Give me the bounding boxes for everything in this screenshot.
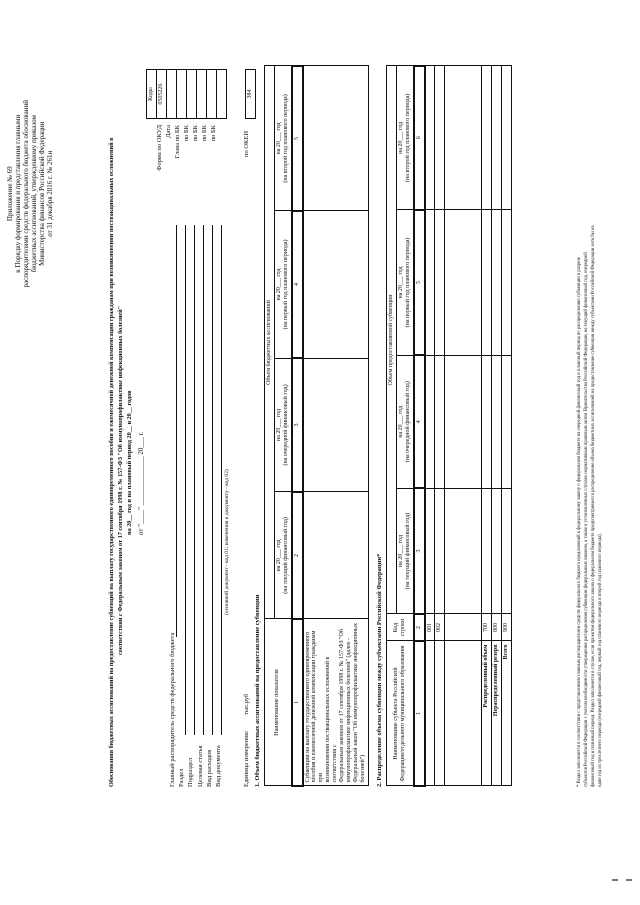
table-cell [425,210,435,356]
s2-col-header: на 20___ год (на текущий финансовый год) [396,488,413,614]
code-value [207,70,217,119]
table-cell [492,66,502,210]
table-cell [435,66,445,210]
appendix-line: Министерства финансов Российской Федерации [38,121,46,266]
table-cell [492,488,502,614]
s1-col-num: 4 [292,211,303,358]
table-cell [482,66,492,210]
table-cell [425,66,435,210]
table-row [445,66,482,786]
section2-title: 2. Распределение объема субвенции между субъектами Российской Федерации* [376,553,383,787]
table-cell [482,355,492,488]
table-cell [482,488,492,614]
field-label: Раздел [178,768,186,787]
summary-row [482,66,492,786]
table-cell [445,614,482,641]
table-row [425,66,435,786]
footnote-line: субъектов Российской Федерации с учетом необходимости утверждения распределения субвенции федеральным законом, а также в установленных случаях нормативным правовым актом Правительства Российской Федерации, на текущий финансовый год, очередной [584,252,589,787]
code-value [167,70,177,119]
s2-col-header: на 20___ год (на очередной финансовый год) [396,355,413,488]
s2-col-num: 4 [414,355,425,488]
s2-col-num: 6 [414,66,425,210]
table-row [435,66,445,786]
table-cell [445,641,482,786]
table-cell [303,492,369,619]
s2-col-num: 1 [414,641,425,786]
footnote [576,225,604,787]
s1-col-num: 5 [292,66,303,211]
field-line [212,225,213,735]
document-title-line3: на 20__ год и на плановый период 20__ и 20__ годов [126,390,133,535]
row-code: 001 [425,614,435,641]
code-label: по БК [183,125,190,142]
footnote-line: один год из трехлетнего периода (очередной финансовый год, первый год планового периода и второй год планового периода). [598,533,603,787]
table-cell [425,488,435,614]
field-line [203,225,204,735]
s2-col-num: 2 [414,614,425,641]
code-value [187,70,197,119]
code-label: Глава по БК [174,125,181,159]
table-cell [425,641,435,786]
s1-col-num: 3 [292,358,303,492]
appendix-line: бюджетных ассигнований, утвержденному приказом [30,115,38,273]
summary-label: Нераспределенный резерв [492,641,502,786]
appendix-line: от 31 декабря 2016 г. № 261н [46,150,54,237]
s1-row-subvention: Субвенции на выплату государственного единовременного пособия и ежемесячной денежной компенсации гражданам при возникновении поствакцинальных осложнений в соответствии с Федеральным законом от 17 сентября 1998 г. № 157-ФЗ "Об иммунопрофилактике инфекционных болезней" (далее - Федеральный закон "Об иммунопрофилактике инфекционных болезней") [303,619,369,786]
summary-row [502,66,512,786]
okei-label: по ОКЕИ [243,130,250,157]
unit-value: тыс.руб [243,693,250,715]
document-title: Обоснования бюджетных ассигнований на предоставление субвенций на выплату государственного единовременного пособия и ежемесячной денежной компенсации гражданам при возникновении поствакцинальных осложнений в [108,137,115,787]
row-code: 002 [435,614,445,641]
code-label: Дата [165,125,172,138]
summary-row [492,66,502,786]
table-cell [502,488,512,614]
date-line: от "____" ______________ 20___ г. [137,431,145,535]
code-label: Форма по ОКУД [156,125,163,171]
unit-label: Единица измерения: [243,730,250,787]
table-cell [502,355,512,488]
code-value [177,70,187,119]
section1-table [264,65,369,787]
appendix-line: распорядителями средств федерального бюджета обоснований [22,100,30,288]
scan-mark [626,879,632,881]
field-line [194,225,195,735]
field-label: Главный распорядитель средств федерального бюджета [169,632,176,787]
s2-col-name: Наименование субъекта Российской Федерации/отдельного муниципального образования [387,641,414,786]
code-label: по БК [192,125,199,142]
field-label: Целевая статья [196,745,204,787]
table-cell [445,355,482,488]
table-cell [445,66,482,210]
s2-col-code: Код строки [387,614,414,641]
table-cell [502,210,512,356]
table-cell [303,211,369,358]
footnote-line: финансовый год и плановый период. Раздел заполняется в случае, если проектом федерального закона о федеральном бюджете предусматривается распределение объема бюджетных ассигнований на предоставление субвенции между субъектами Российской Федерации хотя бы на [591,225,596,787]
section2-table [386,65,512,787]
section1-title: 1. Объем бюджетных ассигнований на предоставление субвенции [254,594,261,787]
okei-value: 384 [246,70,256,119]
codes-labels [146,125,218,215]
scan-mark [612,879,618,881]
summary-label: Всего [502,641,512,786]
table-cell [435,210,445,356]
summary-code: 700 [482,614,492,641]
table-cell [303,66,369,211]
s1-col-header: на 20___ год (на очередной финансовый год) [274,358,291,492]
table-cell [435,641,445,786]
codes-header: Коды [147,70,157,119]
appendix-line: к Порядку формирования и представления главными [14,114,22,273]
summary-code: 800 [492,614,502,641]
code-value [217,70,227,119]
table-cell [482,210,492,356]
s1-col-header: на 20___ год (на первый год планового периода) [274,211,291,358]
table-cell [492,210,502,356]
appendix-line: Приложение № 69 [6,166,14,222]
appendix-block [6,100,54,287]
field-label: Подраздел [187,757,195,787]
document-title-line2: соответствии с Федеральным законом от 17 сентября 1998 г. № 157-ФЗ "Об иммунопрофилактике инфекционных болезней" [117,305,124,655]
code-value-okud: 0505226 [157,70,167,119]
field-line [185,225,186,735]
codes-table [146,69,256,119]
doc-type-note: (основной документ - код 01; изменения к документу - код 02) [224,469,230,615]
code-label: по БК [201,125,208,142]
s1-col-group: Объем бюджетных ассигнований [265,66,275,619]
table-cell [435,488,445,614]
table-cell [502,66,512,210]
table-cell [445,488,482,614]
s1-col-header: на 20___ год (на текущий финансовый год) [274,492,291,619]
field-label: Вид документа [215,745,223,787]
field-line [221,225,222,735]
summary-code: 900 [502,614,512,641]
summary-label: Распределенный объем [482,641,492,786]
code-label: по БК [210,125,217,142]
s1-col-header: на 20___ год (на второй год планового периода) [274,66,291,211]
s1-col-name: Наименование показателя [265,619,292,786]
s2-col-header: на 20___ год (на первый год планового периода) [396,210,413,356]
table-cell [303,358,369,492]
s2-col-group: Объем предоставляемой субвенции [387,66,397,614]
s1-col-num: 2 [292,492,303,619]
s2-col-num: 5 [414,210,425,356]
s1-col-num: 1 [292,619,303,786]
field-line [176,225,177,637]
field-label: Вид расходов [205,749,213,787]
s2-col-header: на 20___ год (на второй год планового периода) [396,66,413,210]
header-fields [168,633,223,787]
footnote-line: * Раздел заполняется в соответствии с представлением главным распорядителем средств федерального бюджета предложений к федеральному закону о федеральном бюджете на очередной финансовый год и плановый период по распределению субвенции в разрезе [577,256,582,787]
s2-col-num: 3 [414,488,425,614]
code-value [197,70,207,119]
table-cell [435,355,445,488]
table-cell [445,210,482,356]
table-cell [492,355,502,488]
table-cell [425,355,435,488]
